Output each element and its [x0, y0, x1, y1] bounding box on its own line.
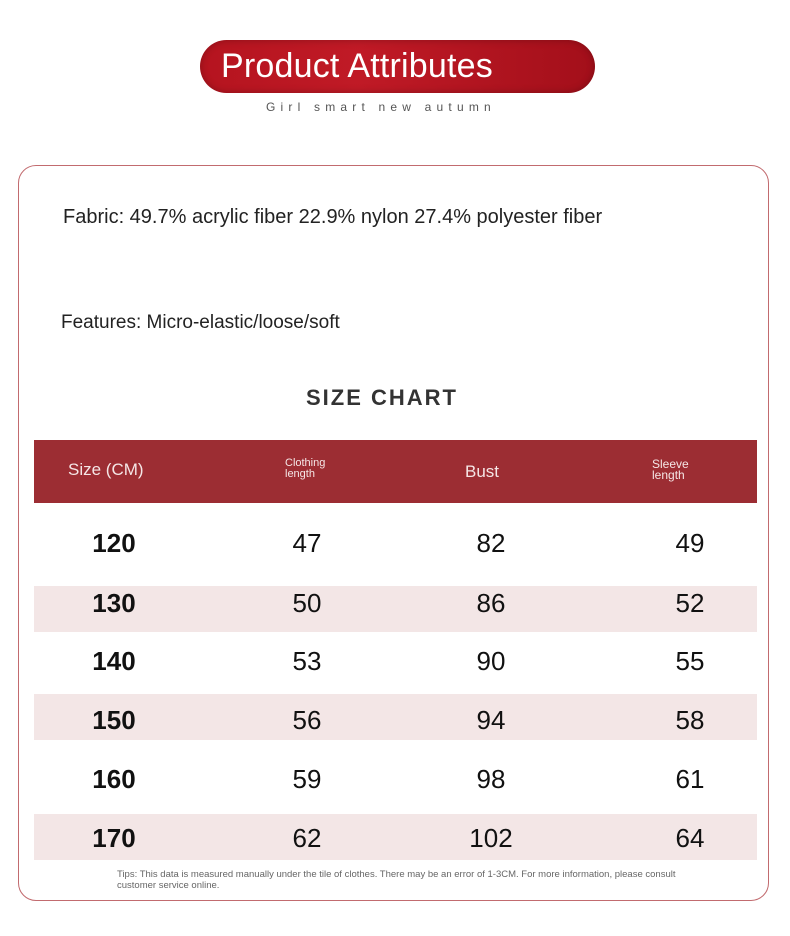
cell-clothing-length: 56	[292, 705, 322, 735]
cell-sleeve-length: 58	[675, 705, 705, 735]
cell-bust: 90	[476, 646, 506, 676]
cell-sleeve-length: 64	[675, 823, 705, 853]
table-row	[34, 586, 757, 632]
cell-sleeve-length: 52	[675, 588, 705, 618]
cell-bust: 94	[476, 705, 506, 735]
table-row	[34, 520, 757, 566]
size-chart-heading	[0, 385, 790, 411]
table-row	[34, 638, 757, 684]
cell-size: 140	[92, 646, 136, 676]
cell-clothing-length: 62	[292, 823, 322, 853]
cell-size: 120	[92, 528, 136, 558]
cell-sleeve-length: 49	[675, 528, 705, 558]
table-row	[34, 814, 757, 860]
cell-clothing-length: 59	[292, 764, 322, 794]
cell-bust: 102	[469, 823, 513, 853]
column-header-sleeve-line2: length	[652, 468, 685, 482]
tips-note: Tips: This data is measured manually under the tile of clothes. There may be an error of 1-3CM. For more information, please consult customer service online.	[117, 869, 676, 891]
cell-bust: 98	[476, 764, 506, 794]
cell-bust: 82	[476, 528, 506, 558]
page-subtitle: Girl smart new autumn	[266, 100, 496, 114]
column-header-sleeve-line1: Sleeve	[652, 457, 689, 471]
page-title: Product Attributes	[221, 47, 493, 85]
cell-clothing-length: 47	[292, 528, 322, 558]
cell-sleeve-length: 61	[675, 764, 705, 794]
cell-size: 160	[92, 764, 136, 794]
title-banner	[200, 40, 595, 93]
cell-clothing-length: 50	[292, 588, 322, 618]
features-text: Features: Micro-elastic/loose/soft	[61, 312, 340, 333]
column-header-clothing-line2: length	[285, 468, 315, 480]
cell-bust: 86	[476, 588, 506, 618]
size-chart-heading-text: SIZE CHART	[306, 385, 458, 410]
cell-size: 130	[92, 588, 136, 618]
column-header-clothing-length	[285, 458, 325, 480]
cell-size: 170	[92, 823, 136, 853]
cell-size: 150	[92, 705, 136, 735]
column-header-bust: Bust	[465, 462, 500, 481]
table-row	[34, 756, 757, 802]
fabric-text: Fabric: 49.7% acrylic fiber 22.9% nylon 27.4% polyester fiber	[63, 206, 603, 228]
cell-clothing-length: 53	[292, 646, 322, 676]
column-header-sleeve-length	[652, 459, 689, 481]
table-header	[34, 440, 757, 503]
table-row	[34, 694, 757, 740]
cell-sleeve-length: 55	[675, 646, 705, 676]
column-header-clothing-line1: Clothing	[285, 457, 326, 469]
column-header-size: Size (CM)	[68, 460, 144, 479]
